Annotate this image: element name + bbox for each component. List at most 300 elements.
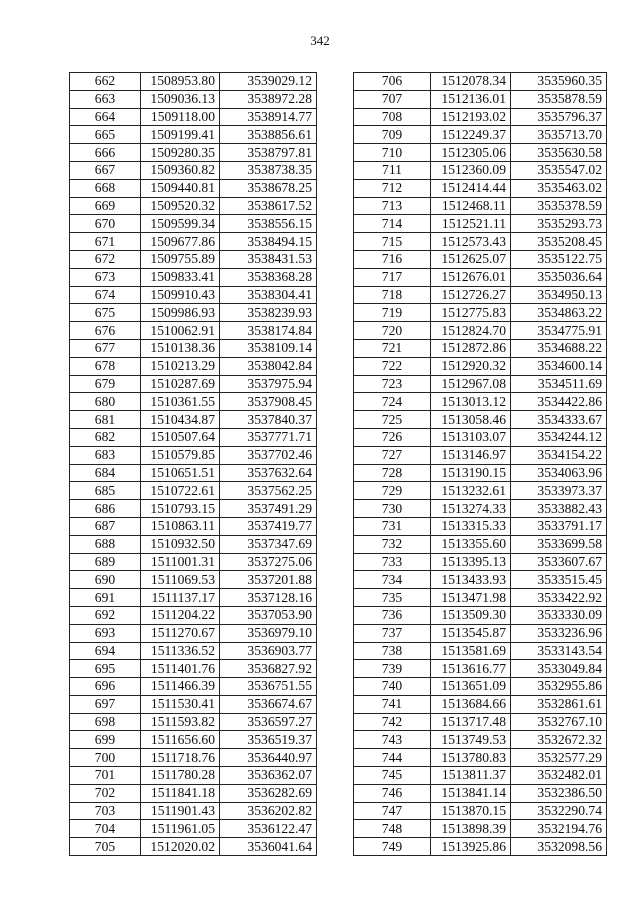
point-number: 693 xyxy=(70,624,141,642)
y-coordinate: 3532672.32 xyxy=(511,731,607,749)
table-row xyxy=(70,713,317,731)
y-coordinate: 3534688.22 xyxy=(511,339,607,357)
y-coordinate: 3536674.67 xyxy=(220,695,317,713)
x-coordinate: 1513395.13 xyxy=(431,553,511,571)
y-coordinate: 3538678.25 xyxy=(220,179,317,197)
table-row xyxy=(70,322,317,340)
y-coordinate: 3534333.67 xyxy=(511,411,607,429)
table-row xyxy=(354,571,607,589)
y-coordinate: 3532577.29 xyxy=(511,749,607,767)
point-number: 729 xyxy=(354,482,431,500)
point-number: 713 xyxy=(354,197,431,215)
point-number: 704 xyxy=(70,820,141,838)
y-coordinate: 3533330.09 xyxy=(511,606,607,624)
x-coordinate: 1509118.00 xyxy=(141,108,220,126)
point-number: 665 xyxy=(70,126,141,144)
y-coordinate: 3535293.73 xyxy=(511,215,607,233)
y-coordinate: 3532194.76 xyxy=(511,820,607,838)
x-coordinate: 1513841.14 xyxy=(431,784,511,802)
y-coordinate: 3536122.47 xyxy=(220,820,317,838)
table-row xyxy=(354,393,607,411)
table-row xyxy=(70,606,317,624)
point-number: 739 xyxy=(354,660,431,678)
y-coordinate: 3536751.55 xyxy=(220,678,317,696)
y-coordinate: 3532290.74 xyxy=(511,802,607,820)
y-coordinate: 3538738.35 xyxy=(220,161,317,179)
table-row xyxy=(354,784,607,802)
x-coordinate: 1511656.60 xyxy=(141,731,220,749)
point-number: 735 xyxy=(354,589,431,607)
y-coordinate: 3535122.75 xyxy=(511,250,607,268)
x-coordinate: 1511270.67 xyxy=(141,624,220,642)
table-row xyxy=(70,695,317,713)
y-coordinate: 3538368.28 xyxy=(220,268,317,286)
x-coordinate: 1508953.80 xyxy=(141,73,220,91)
y-coordinate: 3534950.13 xyxy=(511,286,607,304)
table-row xyxy=(354,428,607,446)
point-number: 667 xyxy=(70,161,141,179)
x-coordinate: 1513925.86 xyxy=(431,838,511,856)
y-coordinate: 3535960.35 xyxy=(511,73,607,91)
table-row xyxy=(70,304,317,322)
x-coordinate: 1511401.76 xyxy=(141,660,220,678)
table-row xyxy=(354,233,607,251)
point-number: 722 xyxy=(354,357,431,375)
point-number: 748 xyxy=(354,820,431,838)
point-number: 664 xyxy=(70,108,141,126)
table-row xyxy=(354,304,607,322)
x-coordinate: 1513717.48 xyxy=(431,713,511,731)
x-coordinate: 1509199.41 xyxy=(141,126,220,144)
point-number: 695 xyxy=(70,660,141,678)
y-coordinate: 3534863.22 xyxy=(511,304,607,322)
point-number: 699 xyxy=(70,731,141,749)
table-row xyxy=(354,197,607,215)
x-coordinate: 1512920.32 xyxy=(431,357,511,375)
x-coordinate: 1513190.15 xyxy=(431,464,511,482)
point-number: 679 xyxy=(70,375,141,393)
coordinate-table-right xyxy=(353,72,607,856)
point-number: 687 xyxy=(70,517,141,535)
x-coordinate: 1511069.53 xyxy=(141,571,220,589)
point-number: 733 xyxy=(354,553,431,571)
page-number: 342 xyxy=(310,33,330,48)
point-number: 700 xyxy=(70,749,141,767)
y-coordinate: 3534600.14 xyxy=(511,357,607,375)
point-number: 705 xyxy=(70,838,141,856)
table-row xyxy=(70,624,317,642)
y-coordinate: 3534511.69 xyxy=(511,375,607,393)
table-row xyxy=(354,553,607,571)
x-coordinate: 1512305.06 xyxy=(431,144,511,162)
x-coordinate: 1511204.22 xyxy=(141,606,220,624)
table-row xyxy=(354,820,607,838)
point-number: 692 xyxy=(70,606,141,624)
table-row xyxy=(354,802,607,820)
table-row xyxy=(354,161,607,179)
x-coordinate: 1513581.69 xyxy=(431,642,511,660)
y-coordinate: 3535208.45 xyxy=(511,233,607,251)
table-row xyxy=(354,215,607,233)
point-number: 734 xyxy=(354,571,431,589)
x-coordinate: 1509440.81 xyxy=(141,179,220,197)
point-number: 675 xyxy=(70,304,141,322)
y-coordinate: 3536827.92 xyxy=(220,660,317,678)
y-coordinate: 3536519.37 xyxy=(220,731,317,749)
table-row xyxy=(70,660,317,678)
y-coordinate: 3538972.28 xyxy=(220,90,317,108)
table-row xyxy=(70,446,317,464)
y-coordinate: 3533049.84 xyxy=(511,660,607,678)
x-coordinate: 1510287.69 xyxy=(141,375,220,393)
point-number: 709 xyxy=(354,126,431,144)
point-number: 710 xyxy=(354,144,431,162)
y-coordinate: 3532767.10 xyxy=(511,713,607,731)
y-coordinate: 3534775.91 xyxy=(511,322,607,340)
point-number: 698 xyxy=(70,713,141,731)
point-number: 703 xyxy=(70,802,141,820)
table-row xyxy=(70,250,317,268)
x-coordinate: 1513355.60 xyxy=(431,535,511,553)
table-row xyxy=(70,642,317,660)
point-number: 720 xyxy=(354,322,431,340)
table-row xyxy=(354,126,607,144)
table-row xyxy=(354,144,607,162)
x-coordinate: 1512726.27 xyxy=(431,286,511,304)
table-row xyxy=(354,322,607,340)
y-coordinate: 3538556.15 xyxy=(220,215,317,233)
x-coordinate: 1509360.82 xyxy=(141,161,220,179)
table-row xyxy=(354,749,607,767)
y-coordinate: 3537419.77 xyxy=(220,517,317,535)
y-coordinate: 3535713.70 xyxy=(511,126,607,144)
table-row xyxy=(354,678,607,696)
point-number: 685 xyxy=(70,482,141,500)
point-number: 740 xyxy=(354,678,431,696)
point-number: 680 xyxy=(70,393,141,411)
point-number: 663 xyxy=(70,90,141,108)
y-coordinate: 3536597.27 xyxy=(220,713,317,731)
x-coordinate: 1509986.93 xyxy=(141,304,220,322)
point-number: 688 xyxy=(70,535,141,553)
x-coordinate: 1511593.82 xyxy=(141,713,220,731)
x-coordinate: 1512625.07 xyxy=(431,250,511,268)
x-coordinate: 1512967.08 xyxy=(431,375,511,393)
y-coordinate: 3533973.37 xyxy=(511,482,607,500)
y-coordinate: 3533515.45 xyxy=(511,571,607,589)
table-row xyxy=(70,286,317,304)
point-number: 726 xyxy=(354,428,431,446)
point-number: 730 xyxy=(354,500,431,518)
x-coordinate: 1510434.87 xyxy=(141,411,220,429)
point-number: 662 xyxy=(70,73,141,91)
point-number: 673 xyxy=(70,268,141,286)
table-row xyxy=(354,268,607,286)
table-row xyxy=(70,411,317,429)
y-coordinate: 3535036.64 xyxy=(511,268,607,286)
x-coordinate: 1510361.55 xyxy=(141,393,220,411)
x-coordinate: 1512136.01 xyxy=(431,90,511,108)
coordinate-table-left xyxy=(69,72,317,856)
x-coordinate: 1513870.15 xyxy=(431,802,511,820)
table-row xyxy=(70,767,317,785)
table-row xyxy=(70,784,317,802)
x-coordinate: 1513509.30 xyxy=(431,606,511,624)
point-number: 731 xyxy=(354,517,431,535)
table-row xyxy=(70,197,317,215)
table-row xyxy=(354,535,607,553)
point-number: 742 xyxy=(354,713,431,731)
y-coordinate: 3535378.59 xyxy=(511,197,607,215)
y-coordinate: 3537053.90 xyxy=(220,606,317,624)
y-coordinate: 3537562.25 xyxy=(220,482,317,500)
table-row xyxy=(70,731,317,749)
x-coordinate: 1512824.70 xyxy=(431,322,511,340)
table-row xyxy=(70,517,317,535)
x-coordinate: 1513274.33 xyxy=(431,500,511,518)
y-coordinate: 3536202.82 xyxy=(220,802,317,820)
point-number: 712 xyxy=(354,179,431,197)
y-coordinate: 3537201.88 xyxy=(220,571,317,589)
x-coordinate: 1513058.46 xyxy=(431,411,511,429)
y-coordinate: 3537491.29 xyxy=(220,500,317,518)
x-coordinate: 1511137.17 xyxy=(141,589,220,607)
y-coordinate: 3537975.94 xyxy=(220,375,317,393)
point-number: 669 xyxy=(70,197,141,215)
x-coordinate: 1513232.61 xyxy=(431,482,511,500)
x-coordinate: 1511530.41 xyxy=(141,695,220,713)
x-coordinate: 1512249.37 xyxy=(431,126,511,144)
point-number: 689 xyxy=(70,553,141,571)
y-coordinate: 3537771.71 xyxy=(220,428,317,446)
point-number: 696 xyxy=(70,678,141,696)
x-coordinate: 1510579.85 xyxy=(141,446,220,464)
x-coordinate: 1513103.07 xyxy=(431,428,511,446)
y-coordinate: 3534154.22 xyxy=(511,446,607,464)
x-coordinate: 1509520.32 xyxy=(141,197,220,215)
table-row xyxy=(354,731,607,749)
y-coordinate: 3537632.64 xyxy=(220,464,317,482)
x-coordinate: 1510722.61 xyxy=(141,482,220,500)
table-row xyxy=(354,589,607,607)
y-coordinate: 3537128.16 xyxy=(220,589,317,607)
point-number: 714 xyxy=(354,215,431,233)
point-number: 716 xyxy=(354,250,431,268)
y-coordinate: 3533607.67 xyxy=(511,553,607,571)
x-coordinate: 1509677.86 xyxy=(141,233,220,251)
x-coordinate: 1511718.76 xyxy=(141,749,220,767)
x-coordinate: 1512468.11 xyxy=(431,197,511,215)
table-row xyxy=(70,553,317,571)
x-coordinate: 1513433.93 xyxy=(431,571,511,589)
x-coordinate: 1513471.98 xyxy=(431,589,511,607)
y-coordinate: 3533791.17 xyxy=(511,517,607,535)
x-coordinate: 1511780.28 xyxy=(141,767,220,785)
point-number: 691 xyxy=(70,589,141,607)
point-number: 718 xyxy=(354,286,431,304)
point-number: 670 xyxy=(70,215,141,233)
point-number: 749 xyxy=(354,838,431,856)
x-coordinate: 1513780.83 xyxy=(431,749,511,767)
y-coordinate: 3532098.56 xyxy=(511,838,607,856)
table-row xyxy=(70,393,317,411)
table-row xyxy=(354,357,607,375)
point-number: 682 xyxy=(70,428,141,446)
table-row xyxy=(70,144,317,162)
y-coordinate: 3537347.69 xyxy=(220,535,317,553)
x-coordinate: 1510138.36 xyxy=(141,339,220,357)
y-coordinate: 3538856.61 xyxy=(220,126,317,144)
table-row xyxy=(354,624,607,642)
x-coordinate: 1510507.64 xyxy=(141,428,220,446)
x-coordinate: 1513684.66 xyxy=(431,695,511,713)
table-row xyxy=(354,660,607,678)
table-row xyxy=(70,161,317,179)
table-row xyxy=(70,357,317,375)
point-number: 697 xyxy=(70,695,141,713)
point-number: 677 xyxy=(70,339,141,357)
y-coordinate: 3537908.45 xyxy=(220,393,317,411)
y-coordinate: 3533882.43 xyxy=(511,500,607,518)
table-row xyxy=(70,73,317,91)
y-coordinate: 3539029.12 xyxy=(220,73,317,91)
point-number: 728 xyxy=(354,464,431,482)
point-number: 683 xyxy=(70,446,141,464)
table-row xyxy=(354,250,607,268)
y-coordinate: 3534063.96 xyxy=(511,464,607,482)
y-coordinate: 3532386.50 xyxy=(511,784,607,802)
table-row xyxy=(70,215,317,233)
y-coordinate: 3537275.06 xyxy=(220,553,317,571)
point-number: 694 xyxy=(70,642,141,660)
y-coordinate: 3533422.92 xyxy=(511,589,607,607)
point-number: 732 xyxy=(354,535,431,553)
y-coordinate: 3536903.77 xyxy=(220,642,317,660)
x-coordinate: 1513616.77 xyxy=(431,660,511,678)
y-coordinate: 3537840.37 xyxy=(220,411,317,429)
y-coordinate: 3534244.12 xyxy=(511,428,607,446)
point-number: 717 xyxy=(354,268,431,286)
table-row xyxy=(70,233,317,251)
point-number: 706 xyxy=(354,73,431,91)
table-row xyxy=(354,767,607,785)
point-number: 702 xyxy=(70,784,141,802)
table-row xyxy=(70,482,317,500)
x-coordinate: 1511466.39 xyxy=(141,678,220,696)
y-coordinate: 3538431.53 xyxy=(220,250,317,268)
table-row xyxy=(70,464,317,482)
y-coordinate: 3538494.15 xyxy=(220,233,317,251)
x-coordinate: 1512775.83 xyxy=(431,304,511,322)
point-number: 723 xyxy=(354,375,431,393)
table-row xyxy=(354,446,607,464)
y-coordinate: 3536979.10 xyxy=(220,624,317,642)
x-coordinate: 1510932.50 xyxy=(141,535,220,553)
y-coordinate: 3538914.77 xyxy=(220,108,317,126)
x-coordinate: 1510863.11 xyxy=(141,517,220,535)
point-number: 708 xyxy=(354,108,431,126)
x-coordinate: 1513898.39 xyxy=(431,820,511,838)
table-row xyxy=(354,108,607,126)
y-coordinate: 3536041.64 xyxy=(220,838,317,856)
table-row xyxy=(70,678,317,696)
table-row xyxy=(70,179,317,197)
table-row xyxy=(70,339,317,357)
x-coordinate: 1509910.43 xyxy=(141,286,220,304)
table-row xyxy=(70,820,317,838)
table-row xyxy=(70,500,317,518)
table-row xyxy=(354,464,607,482)
x-coordinate: 1509280.35 xyxy=(141,144,220,162)
point-number: 690 xyxy=(70,571,141,589)
y-coordinate: 3536282.69 xyxy=(220,784,317,802)
point-number: 741 xyxy=(354,695,431,713)
point-number: 747 xyxy=(354,802,431,820)
table-row xyxy=(70,838,317,856)
table-row xyxy=(354,339,607,357)
x-coordinate: 1513545.87 xyxy=(431,624,511,642)
x-coordinate: 1509599.34 xyxy=(141,215,220,233)
y-coordinate: 3536362.07 xyxy=(220,767,317,785)
x-coordinate: 1513651.09 xyxy=(431,678,511,696)
x-coordinate: 1512360.09 xyxy=(431,161,511,179)
y-coordinate: 3532955.86 xyxy=(511,678,607,696)
y-coordinate: 3533143.54 xyxy=(511,642,607,660)
x-coordinate: 1513315.33 xyxy=(431,517,511,535)
x-coordinate: 1512872.86 xyxy=(431,339,511,357)
y-coordinate: 3538617.52 xyxy=(220,197,317,215)
y-coordinate: 3536440.97 xyxy=(220,749,317,767)
table-row xyxy=(354,606,607,624)
x-coordinate: 1512078.34 xyxy=(431,73,511,91)
x-coordinate: 1511901.43 xyxy=(141,802,220,820)
point-number: 701 xyxy=(70,767,141,785)
table-row xyxy=(70,126,317,144)
point-number: 725 xyxy=(354,411,431,429)
table-row xyxy=(70,589,317,607)
y-coordinate: 3535796.37 xyxy=(511,108,607,126)
x-coordinate: 1509755.89 xyxy=(141,250,220,268)
x-coordinate: 1512414.44 xyxy=(431,179,511,197)
point-number: 674 xyxy=(70,286,141,304)
x-coordinate: 1511001.31 xyxy=(141,553,220,571)
point-number: 711 xyxy=(354,161,431,179)
x-coordinate: 1513811.37 xyxy=(431,767,511,785)
x-coordinate: 1510062.91 xyxy=(141,322,220,340)
x-coordinate: 1512573.43 xyxy=(431,233,511,251)
x-coordinate: 1511841.18 xyxy=(141,784,220,802)
x-coordinate: 1510213.29 xyxy=(141,357,220,375)
x-coordinate: 1509036.13 xyxy=(141,90,220,108)
point-number: 707 xyxy=(354,90,431,108)
x-coordinate: 1512521.11 xyxy=(431,215,511,233)
point-number: 678 xyxy=(70,357,141,375)
y-coordinate: 3537702.46 xyxy=(220,446,317,464)
point-number: 681 xyxy=(70,411,141,429)
table-row xyxy=(354,73,607,91)
y-coordinate: 3535547.02 xyxy=(511,161,607,179)
y-coordinate: 3538042.84 xyxy=(220,357,317,375)
point-number: 671 xyxy=(70,233,141,251)
point-number: 684 xyxy=(70,464,141,482)
x-coordinate: 1513146.97 xyxy=(431,446,511,464)
table-row xyxy=(354,90,607,108)
x-coordinate: 1510793.15 xyxy=(141,500,220,518)
table-row xyxy=(70,571,317,589)
point-number: 721 xyxy=(354,339,431,357)
table-row xyxy=(354,695,607,713)
table-row xyxy=(70,108,317,126)
